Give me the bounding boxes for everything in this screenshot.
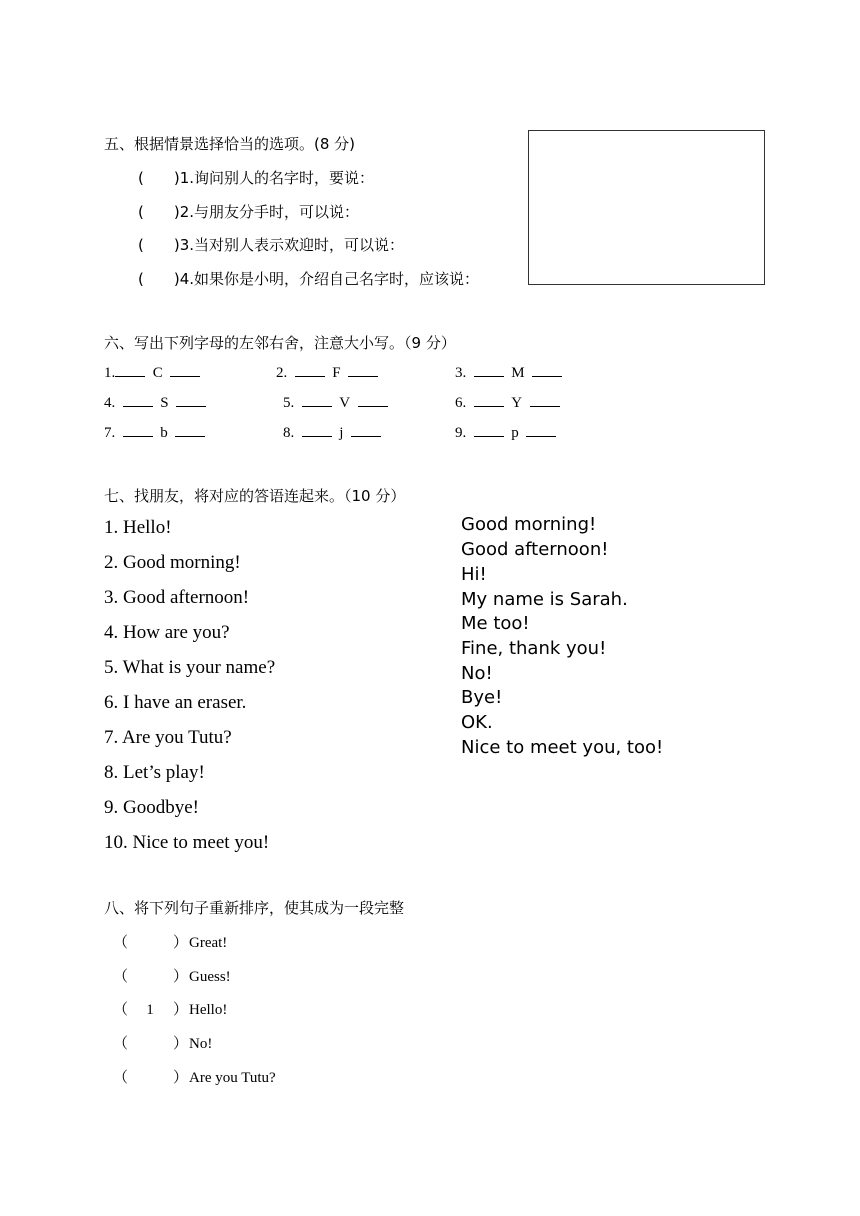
letter-item-number: 2. [276,365,288,381]
section7-title: 七、找朋友，将对应的答语连起来。（10 分） [104,487,406,505]
section6-title: 六、写出下列字母的左邻右舍，注意大小写。（9 分） [104,334,456,352]
match-answer-8: Bye! [461,687,503,708]
letter: S [160,395,169,411]
letter-item-number: 1. [104,365,116,381]
match-question-1: 1. Hello! [104,517,172,538]
letter: j [339,425,344,441]
match-question-2: 2. Good morning! [104,552,241,573]
section5-title: 五、根据情景选择恰当的选项。(8 分) [104,135,356,153]
letter: F [332,365,341,381]
order-sentence: No! [189,1036,213,1052]
match-answer-5: Me too! [461,613,530,634]
match-answer-10: Nice to meet you, too! [461,737,664,758]
letter-item-8 [283,424,381,442]
answer-blank[interactable] [530,394,560,407]
answer-blank[interactable] [175,424,205,437]
letter-item-2 [276,364,378,382]
order-sentence: Hello! [189,1002,228,1018]
order-item-1: （ ）Great! [113,935,228,951]
match-answer-7: No! [461,663,493,684]
picture-box [528,130,765,285]
letter: p [511,425,519,441]
order-item-2: （ ）Guess! [113,969,231,985]
match-question-6: 6. I have an eraser. [104,692,247,713]
letter-item-number: 5. [283,395,295,411]
letter-item-9 [455,424,556,442]
match-answer-1: Good morning! [461,514,597,535]
answer-blank[interactable] [351,424,381,437]
letter-item-5 [283,394,388,412]
match-question-8: 8. Let’s play! [104,762,205,783]
order-item-4: （ ）No! [113,1036,213,1052]
answer-blank[interactable] [302,394,332,407]
letter-item-1 [104,364,200,382]
letter: C [152,365,163,381]
match-answer-3: Hi! [461,564,487,585]
letter-item-number: 4. [104,395,116,411]
match-question-10: 10. Nice to meet you! [104,832,270,853]
answer-blank[interactable] [474,364,504,377]
letter-item-6 [455,394,560,412]
match-answer-4: My name is Sarah. [461,589,628,610]
match-question-9: 9. Goodbye! [104,797,199,818]
answer-blank[interactable] [302,424,332,437]
section8-title: 八、将下列句子重新排序，使其成为一段完整 [104,899,405,917]
letter-item-7 [104,424,205,442]
answer-blank[interactable] [532,364,562,377]
answer-blank[interactable] [358,394,388,407]
answer-blank[interactable] [115,364,145,377]
letter: M [511,365,525,381]
section5-item-3: ( )3.当对别人表示欢迎时，可以说： [138,236,405,254]
answer-blank[interactable] [526,424,556,437]
letter: b [160,425,168,441]
match-question-4: 4. How are you? [104,622,230,643]
answer-blank[interactable] [123,424,153,437]
order-sentence: Guess! [189,969,231,985]
order-sentence: Great! [189,935,228,951]
match-answer-2: Good afternoon! [461,539,609,560]
match-question-3: 3. Good afternoon! [104,587,250,608]
order-item-3: （ 1 ）Hello! [113,1002,228,1018]
match-answer-9: OK. [461,712,493,733]
letter-item-4 [104,394,206,412]
letter-item-3 [455,364,562,382]
answer-blank[interactable] [348,364,378,377]
section5-item-4: ( )4.如果你是小明，介绍自己名字时，应该说： [138,270,480,288]
order-sentence: Are you Tutu? [189,1070,276,1086]
letter: V [339,395,351,411]
answer-blank[interactable] [170,364,200,377]
answer-blank[interactable] [474,394,504,407]
letter-item-number: 9. [455,425,467,441]
match-answer-6: Fine, thank you! [461,638,607,659]
answer-blank[interactable] [474,424,504,437]
section5-item-1: ( )1.询问别人的名字时，要说： [138,169,375,187]
section5-item-2: ( )2.与朋友分手时，可以说： [138,203,360,221]
match-question-5: 5. What is your name? [104,657,276,678]
letter-item-number: 6. [455,395,467,411]
order-item-5: （ ）Are you Tutu? [113,1070,276,1086]
letter: Y [511,395,523,411]
answer-blank[interactable] [176,394,206,407]
match-question-7: 7. Are you Tutu? [104,727,232,748]
answer-blank[interactable] [123,394,153,407]
letter-item-number: 8. [283,425,295,441]
letter-item-number: 7. [104,425,116,441]
order-number[interactable]: 1 [146,1002,154,1018]
letter-item-number: 3. [455,365,467,381]
answer-blank[interactable] [295,364,325,377]
